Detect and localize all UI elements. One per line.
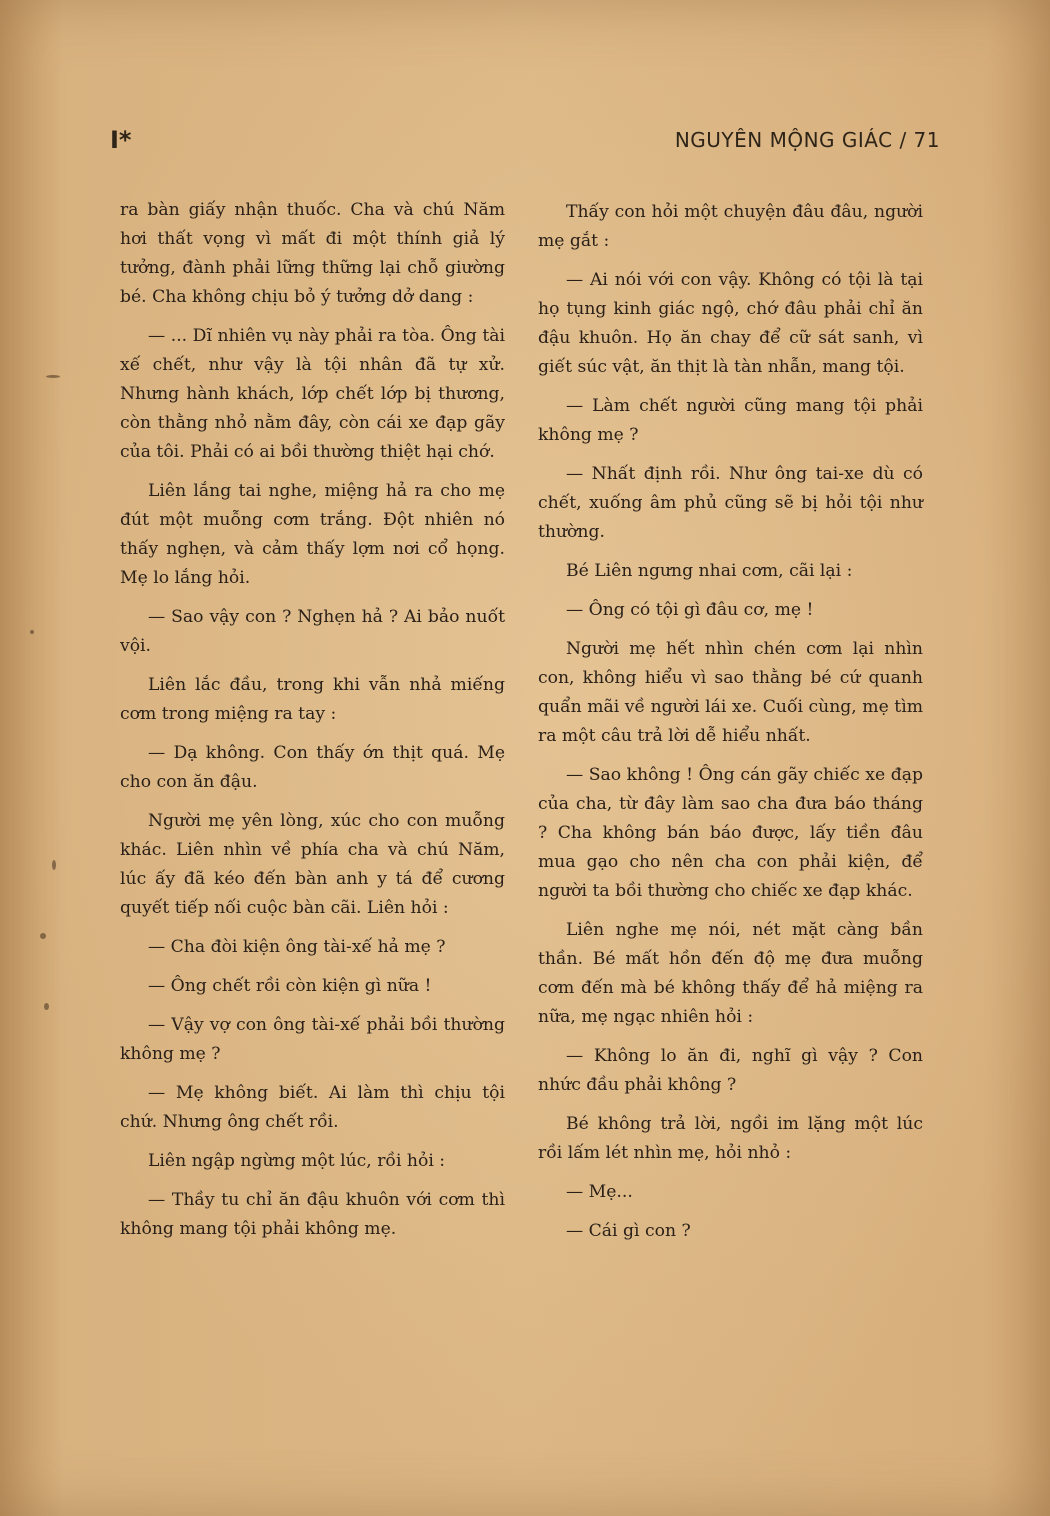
paragraph: ra bàn giấy nhận thuốc. Cha và chú Năm hơi thất vọng vì mất đi một thính giả lý tưởng, đành phải lững thững lại chỗ giường bé. Cha không chịu bỏ ý tưởng dở dang : xyxy=(120,200,505,307)
paragraph: Liên lắng tai nghe, miệng hả ra cho mẹ đút một muỗng cơm trắng. Đột nhiên nó thấy nghẹn, và cảm thấy lợm nơi cổ họng. Mẹ lo lắng hỏi. xyxy=(120,481,505,588)
paragraph: Liên lắc đầu, trong khi vẫn nhả miếng cơm trong miệng ra tay : xyxy=(120,675,505,724)
paragraph: — Thầy tu chỉ ăn đậu khuôn với cơm thì không mang tội phải không mẹ. xyxy=(120,1190,505,1239)
paragraph: Bé Liên ngưng nhai cơm, cãi lại : xyxy=(566,561,853,581)
paragraph: Bé không trả lời, ngồi im lặng một lúc rồi lấm lét nhìn mẹ, hỏi nhỏ : xyxy=(538,1114,923,1163)
page-header xyxy=(110,126,940,166)
paragraph: Thấy con hỏi một chuyện đâu đâu, người mẹ gắt : xyxy=(538,202,923,251)
paragraph: — Làm chết người cũng mang tội phải không mẹ ? xyxy=(538,396,923,445)
right-column xyxy=(538,198,923,1256)
paragraph: Người mẹ yên lòng, xúc cho con muỗng khác. Liên nhìn về phía cha và chú Năm, lúc ấy đã kéo đến bàn anh y tá để cương quyết tiếp nối cuộc bàn cãi. Liên hỏi : xyxy=(120,811,505,918)
ink-speck xyxy=(46,375,60,378)
paragraph: — Nhất định rồi. Như ông tai-xe dù có chết, xuống âm phủ cũng sẽ bị hỏi tội như thường. xyxy=(538,464,923,542)
paragraph: Người mẹ hết nhìn chén cơm lại nhìn con, không hiểu vì sao thằng bé cứ quanh quẩn mãi về người lái xe. Cuối cùng, mẹ tìm ra một câu trả lời dễ hiểu nhất. xyxy=(538,639,923,746)
paragraph: — Ai nói với con vậy. Không có tội là tại họ tụng kinh giác ngộ, chớ đâu phải chỉ ăn đậu khuôn. Họ ăn chay để cữ sát sanh, vì giết súc vật, ăn thịt là tàn nhẫn, mang tội. xyxy=(538,270,923,377)
paragraph: — Dạ không. Con thấy ớn thịt quá. Mẹ cho con ăn đậu. xyxy=(120,743,505,792)
paragraph: — Mẹ không biết. Ai làm thì chịu tội chứ. Nhưng ông chết rồi. xyxy=(120,1083,505,1132)
running-head: NGUYÊN MỘNG GIÁC / 71 xyxy=(674,128,940,152)
paragraph: — Cha đòi kiện ông tài-xế hả mẹ ? xyxy=(148,937,446,957)
paragraph: — Sao vậy con ? Nghẹn hả ? Ai bảo nuốt vội. xyxy=(120,607,505,656)
left-column xyxy=(120,196,505,1254)
paragraph: — ... Dĩ nhiên vụ này phải ra tòa. Ông tài xế chết, như vậy là tội nhân đã tự xử. Nhưng hành khách, lớp chết lớp bị thương, còn thằng nhỏ nằm đây, còn cái xe đạp gãy của tôi. Phải có ai bồi thường thiệt hại chớ. xyxy=(120,326,505,462)
paragraph: — Ông có tội gì đâu cơ, mẹ ! xyxy=(566,600,814,620)
paragraph: — Sao không ! Ông cán gãy chiếc xe đạp của cha, từ đây làm sao cha đưa báo tháng ? Cha không bán báo được, lấy tiền đâu mua gạo cho nên cha con phải kiện, để người ta bồi thường cho chiếc xe đạp khác. xyxy=(538,765,923,901)
paragraph: — Không lo ăn đi, nghĩ gì vậy ? Con nhức đầu phải không ? xyxy=(538,1046,923,1095)
ink-speck xyxy=(30,630,34,634)
ink-speck xyxy=(44,1003,49,1010)
paragraph: — Ông chết rồi còn kiện gì nữa ! xyxy=(148,976,432,996)
paragraph: Liên ngập ngừng một lúc, rồi hỏi : xyxy=(148,1151,446,1171)
ink-speck xyxy=(40,933,46,939)
paragraph: — Vậy vợ con ông tài-xế phải bồi thường không mẹ ? xyxy=(120,1015,505,1064)
margin-mark: I* xyxy=(110,126,132,154)
paragraph: — Mẹ... xyxy=(566,1182,633,1202)
paragraph: Liên nghe mẹ nói, nét mặt càng bần thần. Bé mất hồn đến độ mẹ đưa muỗng cơm đến mà bé không thấy để hả miệng ra nữa, mẹ ngạc nhiên hỏi : xyxy=(538,920,923,1027)
ink-speck xyxy=(52,860,56,870)
paragraph: — Cái gì con ? xyxy=(566,1221,691,1241)
